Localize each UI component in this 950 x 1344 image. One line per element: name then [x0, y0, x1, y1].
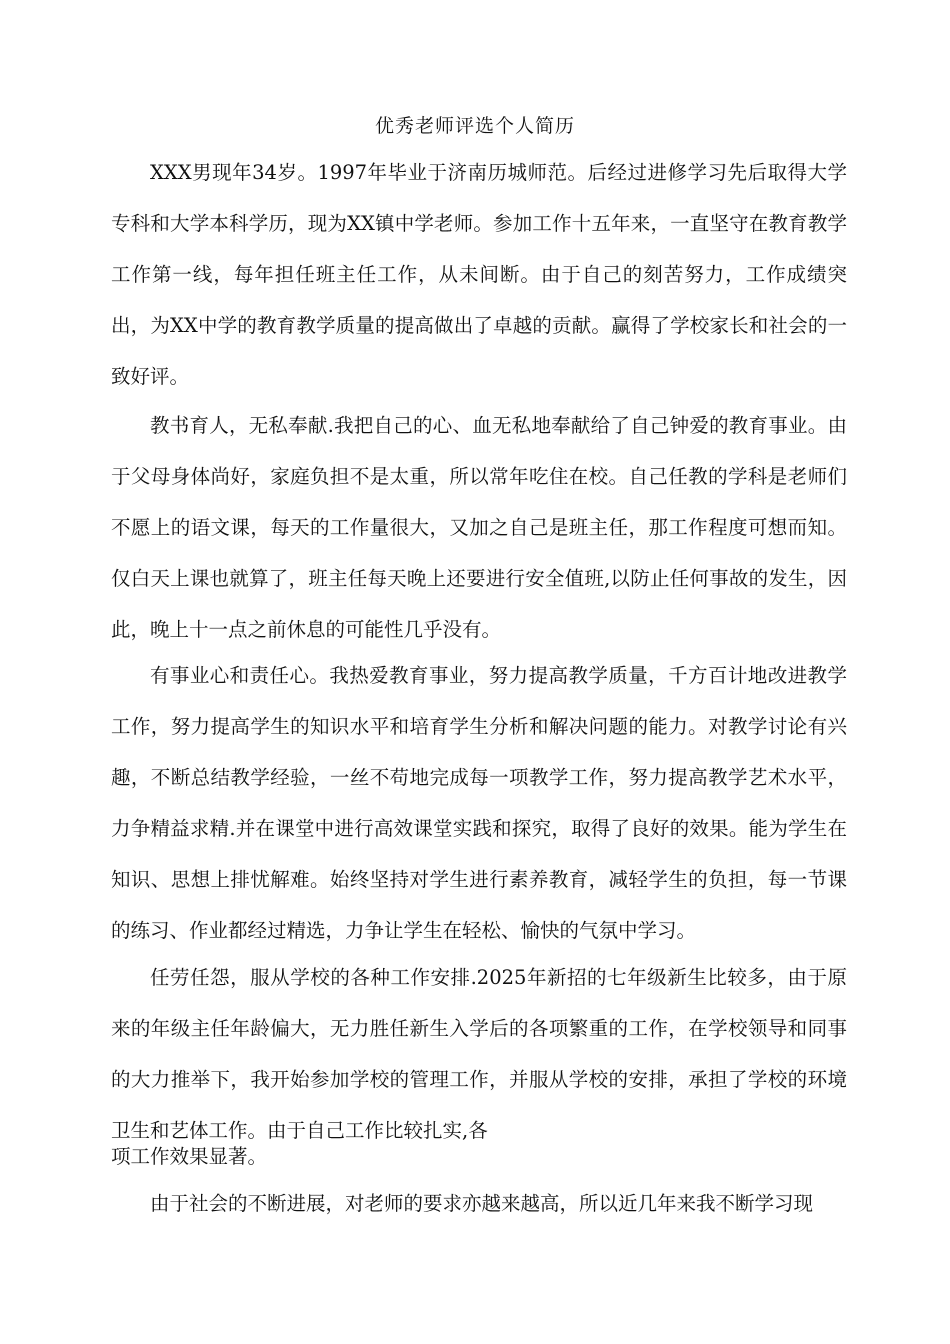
paragraph-3: 有事业心和责任心。我热爱教育事业，努力提高教学质量，千方百计地改进教学工作，努力提高学生的知识水平和培育学生分析和解决问题的能力。对教学讨论有兴趣，不断总结教学经验，一丝不苟地完成每一项教学工作，努力提高教学艺术水平，力争精益求精.并在课堂中进行高效课堂实践和探究，取得了良好的效果。能为学生在知识、思想上排忧解难。始终坚持对学生进行素养教育，减轻学生的负担，每一节课的练习、作业都经过精选，力争让学生在轻松、愉快的气氛中学习。	[111, 664, 847, 942]
paragraph-4-tail: 项工作效果显著。	[111, 1145, 268, 1168]
document-title: 优秀老师评选个人简历	[374, 115, 575, 137]
paragraph-4-text: 任劳任怨，服从学校的各种工作安排.2025年新招的七年级新生比较多，由于原来的年级主任年龄偏大，无力胜任新生入学后的各项繁重的工作，在学校领导和同事的大力推举下，我开始参加学校的管理工作，并服从学校的安排，承担了学校的环境卫生和艺体工作。由于自己工作比较扎实,各	[111, 966, 847, 1142]
paragraph-4	[111, 952, 847, 1172]
paragraph-1: XXX男现年34岁。1997年毕业于济南历城师范。后经过进修学习先后取得大学专科和大学本科学历，现为XX镇中学老师。参加工作十五年来，一直坚守在教育教学工作第一线，每年担任班主任工作，从未间断。由于自己的刻苦努力，工作成绩突出，为XX中学的教育教学质量的提高做出了卓越的贡献。赢得了学校家长和社会的一致好评。	[111, 161, 847, 388]
paragraph-2: 教书育人，无私奉献.我把自己的心、血无私地奉献给了自己钟爱的教育事业。由于父母身体尚好，家庭负担不是太重，所以常年吃住在校。自己任教的学科是老师们不愿上的语文课，每天的工作量很大，又加之自己是班主任，那工作程度可想而知。仅白天上课也就算了，班主任每天晚上还要进行安全值班,以防止任何事故的发生，因此，晚上十一点之前休息的可能性几乎没有。	[111, 414, 847, 641]
paragraph-5: 由于社会的不断进展，对老师的要求亦越来越高，所以近几年来我不断学习现	[150, 1192, 814, 1215]
